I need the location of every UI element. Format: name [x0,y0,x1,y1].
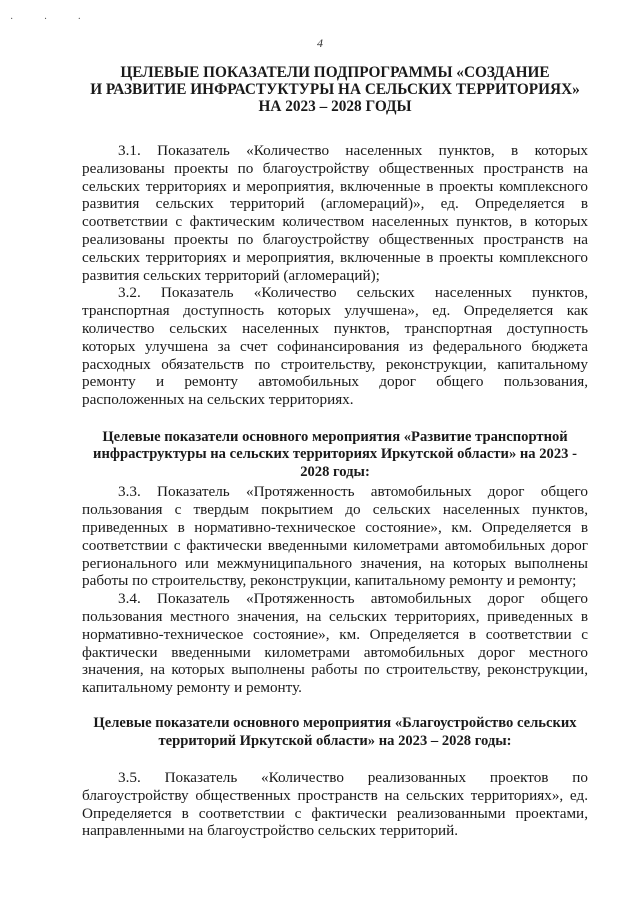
subheading-improvement-line-2: территорий Иркутской области» на 2023 – 2028 годы: [158,732,512,749]
main-heading-line-1: ЦЕЛЕВЫЕ ПОКАЗАТЕЛИ ПОДПРОГРАММЫ «СОЗДАНИЕ [120,64,550,81]
subheading-transport-line-1: Целевые показатели основного мероприятия «Развитие транспортной [102,428,568,445]
subheading-transport-line-2: инфраструктуры на сельских территориях Иркутской области» на 2023 - [93,446,577,463]
paragraph-3-3: 3.3. Показатель «Протяженность автомобильных дорог общего пользования с твердым покрытием до сельских населенных пунктов, приведенных в нормативно-техническое состояние», км. Определяется в соответствии с фактически введенными километрами автомобильных дорог регионального или межмуниципального значения, на которых выполнены работы по строительству, реконструкции, капитальному ремонту и ремонту; [82,483,588,590]
main-heading [82,64,588,115]
main-heading-line-3: НА 2023 – 2028 ГОДЫ [258,98,412,115]
page-number: 4 [317,36,323,50]
paragraph-3-2: 3.2. Показатель «Количество сельских населенных пунктов, транспортная доступность которых улучшена», ед. Определяется как количество сельских населенных пунктов, транспортная доступность которых улучшена за счет софинансирования из федерального бюджета расходных обязательств по строительству, реконструкции, капитальному ремонту и ремонту автомобильных дорог общего пользования, расположенных на сельских территориях. [82,284,588,409]
paragraph-3-4: 3.4. Показатель «Протяженность автомобильных дорог общего пользования местного значения, на сельских территориях, приведенных в нормативно-техническое состояние», км. Определяется в соответствии с фактически введенными километрами автомобильных дорог местного значения, на которых выполнены работы по строительству, реконструкции, капитальному ремонту и ремонту. [82,590,588,697]
paragraph-3-5: 3.5. Показатель «Количество реализованных проектов по благоустройству общественных пространств на сельских территориях», ед. Определяется в соответствии с фактически реализованными проектами, направленными на благоустройство сельских территорий. [82,769,588,840]
subheading-improvement [82,715,588,750]
subheading-transport-line-3: 2028 годы: [300,463,370,480]
subheading-transport [82,429,588,482]
main-heading-line-2: И РАЗВИТИЕ ИНФРАСТУКТУРЫ НА СЕЛЬСКИХ ТЕРРИТОРИЯХ» [90,81,580,98]
subheading-improvement-line-1: Целевые показатели основного мероприятия «Благоустройство сельских [93,715,577,732]
margin-specks: · · · [10,14,95,25]
document-body [82,64,588,840]
paragraph-3-1: 3.1. Показатель «Количество населенных пунктов, в которых реализованы проекты по благоустройству общественных пространств на сельских территориях и мероприятия, включенные в проекты комплексного развития сельских территорий (агломераций)», ед. Определяется в соответствии с фактическим количеством населенных пунктов, в которых реализованы проекты по благоустройству общественных пространств на сельских территориях и мероприятия, включенные в проекты комплексного развития сельских территорий (агломераций); [82,142,588,284]
